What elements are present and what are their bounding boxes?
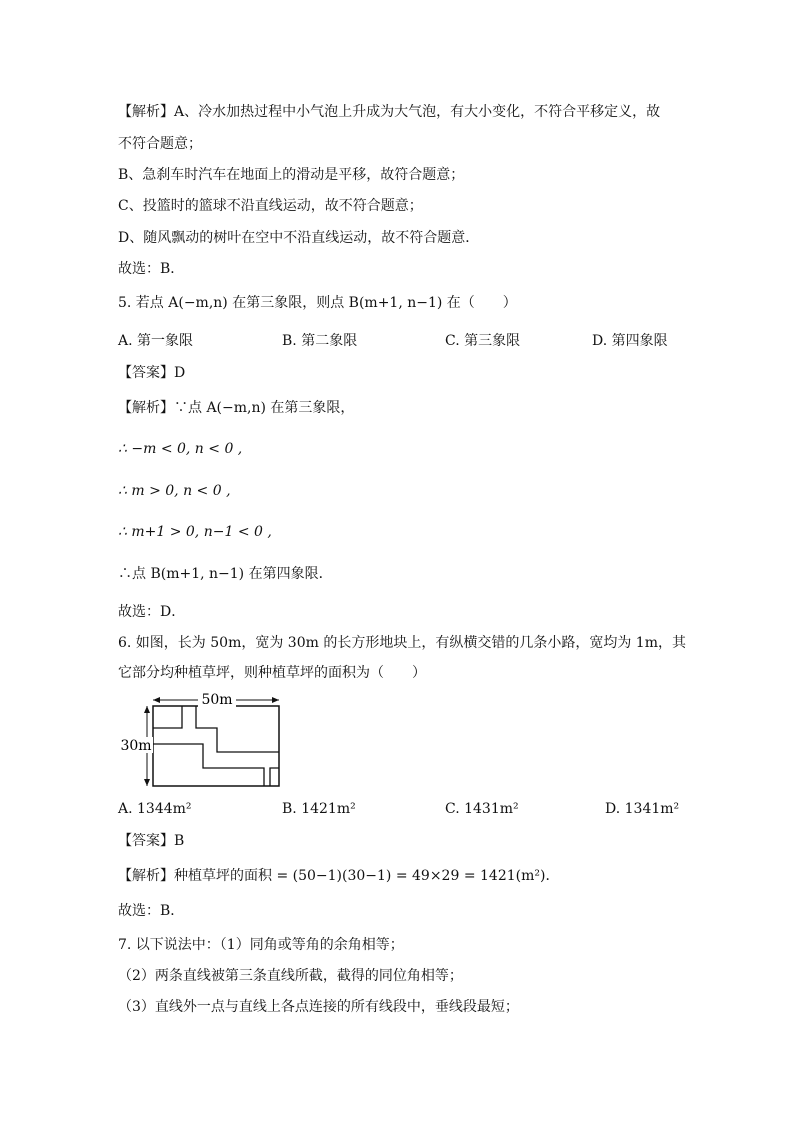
q6-options	[118, 799, 678, 819]
q4-option-b-analysis: B、急刹车时汽车在地面上的滑动是平移，故符合题意；	[118, 167, 465, 183]
q5-step-3: ∴ m+1 > 0, n−1 < 0 ,	[118, 524, 272, 540]
q5-step-2: ∴ m > 0, n < 0 ,	[118, 483, 231, 499]
q6-answer: 【答案】B	[118, 833, 185, 849]
path-bottom-vertical	[270, 768, 279, 786]
q4-analysis: 【解析】A、冷水加热过程中小气泡上升成为大气泡，有大小变化，不符合平移定义，故	[118, 104, 661, 120]
width-arrow-bottom-head	[144, 779, 150, 786]
q5-step-1: ∴ −m < 0, n < 0 ,	[118, 441, 243, 457]
length-arrow-left-head	[153, 697, 160, 703]
q4-option-d-analysis: D、随风飘动的树叶在空中不沿直线运动，故不符合题意．	[118, 230, 480, 246]
q7-item-2: （2）两条直线被第三条直线所截，截得的同位角相等；	[118, 968, 463, 984]
q4-choose: 故选：B．	[118, 261, 185, 277]
q6-stem-line-2: 它部分均种植草坪，则种植草坪的面积为（ ）	[118, 665, 426, 681]
q5-choose: 故选：D．	[118, 604, 186, 620]
q5-step-4: ∴点 B(m+1, n−1) 在第四象限．	[118, 566, 333, 582]
q6-choose: 故选：B．	[118, 903, 185, 919]
q5-analysis: 【解析】∵点 A(−m,n) 在第三象限，	[118, 400, 355, 416]
q6-stem-line-1: 6. 如图，长为 50m，宽为 30m 的长方形地块上，有纵横交错的几条小路，宽均为 1m，其	[118, 635, 686, 651]
q5-option-b: B. 第二象限	[282, 333, 358, 349]
q5-option-a: A. 第一象限	[118, 333, 194, 349]
q6-figure	[116, 690, 286, 792]
q7-stem: 7. 以下说法中：（1）同角或等角的余角相等；	[118, 937, 404, 953]
length-arrow-right-head	[272, 697, 279, 703]
q6-analysis: 【解析】种植草坪的面积 = (50−1)(30−1) = 49×29 = 1421(m²)．	[118, 868, 560, 884]
q6-option-c: C. 1431m²	[445, 801, 519, 817]
path-top-outer	[196, 706, 279, 752]
q6-option-d: D. 1341m²	[605, 801, 680, 817]
q5-options	[118, 331, 678, 351]
length-label: 50m	[201, 692, 233, 708]
q6-option-a: A. 1344m²	[118, 801, 192, 817]
width-label: 30m	[120, 738, 152, 754]
path-top-inner	[153, 744, 264, 786]
q4-option-c-analysis: C、投篮时的篮球不沿直线运动，故不符合题意；	[118, 198, 423, 214]
q5-answer: 【答案】D	[118, 365, 186, 381]
q6-option-b: B. 1421m²	[282, 801, 356, 817]
field-outline	[153, 706, 279, 786]
path-left-horizontal	[153, 706, 182, 728]
q5-stem: 5. 若点 A(−m,n) 在第三象限，则点 B(m+1, n−1) 在（ ）	[118, 295, 517, 311]
q4-analysis-cont: 不符合题意；	[118, 136, 202, 152]
width-arrow-top-head	[144, 706, 150, 713]
q5-option-c: C. 第三象限	[445, 333, 521, 349]
q5-option-d: D. 第四象限	[592, 333, 668, 349]
q7-item-3: （3）直线外一点与直线上各点连接的所有线段中，垂线段最短；	[118, 999, 519, 1015]
